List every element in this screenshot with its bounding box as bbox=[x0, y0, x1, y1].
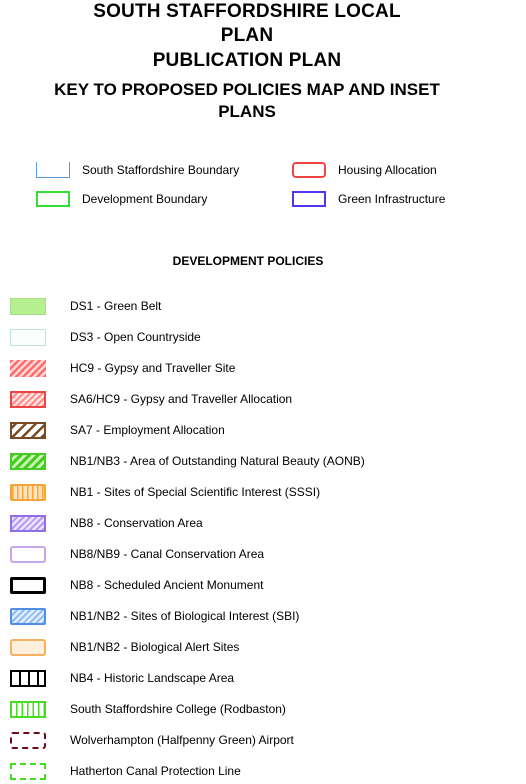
policy-row-historic-landscape-area bbox=[10, 668, 234, 688]
policy-label: NB1/NB2 - Sites of Biological Interest (SBI) bbox=[70, 609, 300, 623]
subtitle-line-1: KEY TO PROPOSED POLICIES MAP AND INSET bbox=[54, 80, 440, 99]
policy-row-aonb bbox=[10, 451, 365, 471]
policy-row-open-countryside bbox=[10, 327, 201, 347]
policy-label: NB8/NB9 - Canal Conservation Area bbox=[70, 547, 265, 561]
policy-row-canal-conservation-area bbox=[10, 544, 264, 564]
aonb-swatch bbox=[10, 453, 46, 470]
college-swatch bbox=[10, 701, 46, 718]
canal-conservation-area-swatch bbox=[10, 546, 46, 563]
canal-protection-line-swatch bbox=[10, 763, 46, 780]
housing-allocation-swatch bbox=[292, 162, 326, 178]
section-heading: DEVELOPMENT POLICIES bbox=[172, 254, 324, 268]
policy-label: Wolverhampton (Halfpenny Green) Airport bbox=[70, 733, 294, 747]
gypsy-traveller-site-swatch bbox=[10, 360, 46, 377]
legend-item-housing-allocation bbox=[292, 160, 437, 180]
policy-label: NB1 - Sites of Special Scientific Interest (SSSI) bbox=[70, 485, 321, 499]
policy-row-biological-alert-sites bbox=[10, 637, 239, 657]
open-countryside-swatch bbox=[10, 329, 46, 346]
policy-label: NB8 - Conservation Area bbox=[70, 516, 203, 530]
policy-row-employment-allocation bbox=[10, 420, 225, 440]
title-line-3: PUBLICATION PLAN bbox=[152, 50, 342, 71]
legend-label: South Staffordshire Boundary bbox=[82, 163, 240, 177]
scheduled-ancient-monument-swatch bbox=[10, 577, 46, 594]
policy-row-conservation-area bbox=[10, 513, 203, 533]
policy-label: NB1/NB3 - Area of Outstanding Natural Beauty (AONB) bbox=[70, 454, 365, 468]
legend-item-development-boundary bbox=[36, 189, 207, 209]
development-boundary-swatch bbox=[36, 191, 70, 207]
policy-row-sssi bbox=[10, 482, 320, 502]
policy-row-airport bbox=[10, 730, 294, 750]
title-line-1: SOUTH STAFFORDSHIRE LOCAL bbox=[93, 1, 401, 22]
policy-label: SA7 - Employment Allocation bbox=[70, 423, 225, 437]
legend-item-south-staffordshire-boundary bbox=[36, 160, 239, 180]
policy-label: NB8 - Scheduled Ancient Monument bbox=[70, 578, 264, 592]
sssi-swatch bbox=[10, 484, 46, 501]
policy-row-sbi bbox=[10, 606, 299, 626]
airport-swatch bbox=[10, 732, 46, 749]
legend-label: Housing Allocation bbox=[338, 163, 437, 177]
policy-label: NB1/NB2 - Biological Alert Sites bbox=[70, 640, 240, 654]
historic-landscape-area-swatch bbox=[10, 670, 46, 687]
policy-label: DS1 - Green Belt bbox=[70, 299, 162, 313]
employment-allocation-swatch bbox=[10, 422, 46, 439]
policy-label: SA6/HC9 - Gypsy and Traveller Allocation bbox=[70, 392, 293, 406]
legend-item-green-infrastructure bbox=[292, 189, 445, 209]
subtitle-line-2: PLANS bbox=[218, 102, 276, 121]
policy-row-gypsy-traveller-site bbox=[10, 358, 235, 378]
policy-row-gypsy-traveller-allocation bbox=[10, 389, 292, 409]
policy-label: DS3 - Open Countryside bbox=[70, 330, 201, 344]
policy-row-green-belt bbox=[10, 296, 161, 316]
conservation-area-swatch bbox=[10, 515, 46, 532]
legend-label: Green Infrastructure bbox=[338, 192, 446, 206]
policy-row-scheduled-ancient-monument bbox=[10, 575, 263, 595]
green-infrastructure-swatch bbox=[292, 191, 326, 207]
policy-row-canal-protection-line bbox=[10, 761, 241, 781]
green-belt-swatch bbox=[10, 298, 46, 315]
gypsy-traveller-allocation-swatch bbox=[10, 391, 46, 408]
policy-label: HC9 - Gypsy and Traveller Site bbox=[70, 361, 236, 375]
biological-alert-sites-swatch bbox=[10, 639, 46, 656]
south-staffordshire-boundary-swatch bbox=[36, 162, 70, 178]
policy-row-college bbox=[10, 699, 286, 719]
policy-label: Hatherton Canal Protection Line bbox=[70, 764, 241, 778]
title-line-2: PLAN bbox=[220, 25, 274, 46]
policy-label: NB4 - Historic Landscape Area bbox=[70, 671, 235, 685]
sbi-swatch bbox=[10, 608, 46, 625]
legend-label: Development Boundary bbox=[82, 192, 208, 206]
policy-label: South Staffordshire College (Rodbaston) bbox=[70, 702, 286, 716]
